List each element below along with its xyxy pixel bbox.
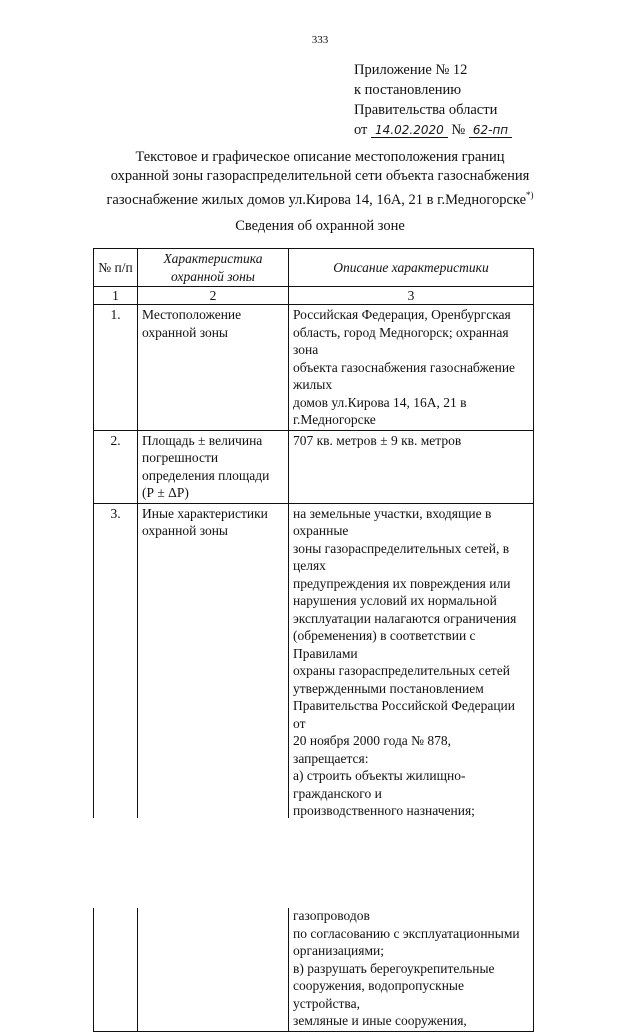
- row-description: [289, 305, 534, 431]
- description-line: организациями;: [293, 943, 384, 958]
- table-header-row: [94, 249, 534, 287]
- title-line-1: Текстовое и графическое описание местоположения границ: [135, 149, 505, 165]
- title-line-3-wrap: [40, 186, 600, 210]
- description-line: нарушения условий их нормальной: [293, 593, 497, 608]
- description-line: сооружения, водопропускные устройства,: [293, 978, 464, 1011]
- row-characteristic: Площадь ± величина погрешности определения площади (Р ± ΔР): [138, 430, 289, 503]
- description-line: 20 ноября 2000 года № 878, запрещается:: [293, 733, 452, 766]
- appendix-line-2: к постановлению: [354, 82, 462, 98]
- footnote-mark: *): [526, 190, 534, 200]
- description-line: производственного назначения;: [293, 803, 475, 818]
- description-line: охраны газораспределительных сетей: [293, 663, 510, 678]
- handwritten-date: 14.02.2020: [371, 123, 448, 138]
- table-column-numbers-row: [94, 287, 534, 305]
- row-description: [289, 430, 534, 503]
- column-number: 3: [289, 287, 534, 305]
- description-line: предупреждения их повреждения или: [293, 575, 511, 591]
- description-line: Правительства Российской Федерации от: [293, 698, 515, 731]
- row-description: [289, 503, 534, 1031]
- header-num: № п/п: [94, 249, 138, 287]
- zone-table: [93, 248, 534, 1032]
- description-line: домов ул.Кирова 14, 16А, 21 в г.Медногорске: [293, 394, 467, 427]
- header-description: Описание характеристики: [289, 249, 534, 287]
- column-number: 1: [94, 287, 138, 305]
- row-number: 2.: [94, 430, 138, 503]
- description-line: эксплуатации налагаются ограничения: [293, 610, 517, 626]
- row-number: 1.: [94, 305, 138, 431]
- document-title: [40, 148, 600, 210]
- handwritten-number: 62-пп: [469, 123, 512, 138]
- row-number: 3.: [94, 503, 138, 1031]
- table-row: [94, 430, 534, 503]
- row-characteristic: Местоположение охранной зоны: [138, 305, 289, 431]
- column-number: 2: [138, 287, 289, 305]
- description-line: область, город Медногорск; охранная зона: [293, 324, 509, 357]
- description-line: в) разрушать берегоукрепительные: [293, 960, 495, 976]
- description-line: а) строить объекты жилищно-гражданского и: [293, 768, 466, 801]
- description-line: зоны газораспределительных сетей, в целях: [293, 540, 510, 573]
- appendix-date-line: [354, 120, 614, 140]
- table-row: [94, 503, 534, 1031]
- description-line: 707 кв. метров ± 9 кв. метров: [293, 432, 462, 448]
- description-line: (обременения) в соответствии с Правилами: [293, 628, 476, 661]
- title-line-2: охранной зоны газораспределительной сети объекта газоснабжения: [110, 168, 530, 184]
- title-line-3: газоснабжение жилых домов ул.Кирова 14, 16А, 21 в г.Медногорске: [106, 191, 527, 208]
- page-cutoff-mask: [93, 818, 533, 908]
- page-number: 333: [311, 34, 329, 46]
- description-line: объекта газоснабжения газоснабжение жилых: [293, 359, 516, 392]
- appendix-line-1: Приложение № 12: [354, 62, 468, 78]
- description-line: Российская Федерация, Оренбургская: [293, 307, 511, 322]
- row-characteristic: Иные характеристики охранной зоны: [138, 503, 289, 1031]
- header-characteristic: Характеристика охранной зоны: [138, 249, 289, 287]
- description-line: земляные и иные сооружения,: [293, 1013, 467, 1028]
- description-line: газопроводов: [293, 908, 370, 923]
- appendix-block: [354, 60, 614, 140]
- description-line: на земельные участки, входящие в охранные: [293, 505, 492, 538]
- description-line: утвержденными постановлением: [293, 680, 484, 696]
- appendix-line-3: Правительства области: [354, 102, 498, 118]
- description-line: по согласованию с эксплуатационными: [293, 925, 520, 941]
- number-label: №: [451, 122, 466, 138]
- from-label: от: [354, 122, 368, 138]
- table-row: [94, 305, 534, 431]
- section-subtitle: Сведения об охранной зоне: [235, 218, 405, 234]
